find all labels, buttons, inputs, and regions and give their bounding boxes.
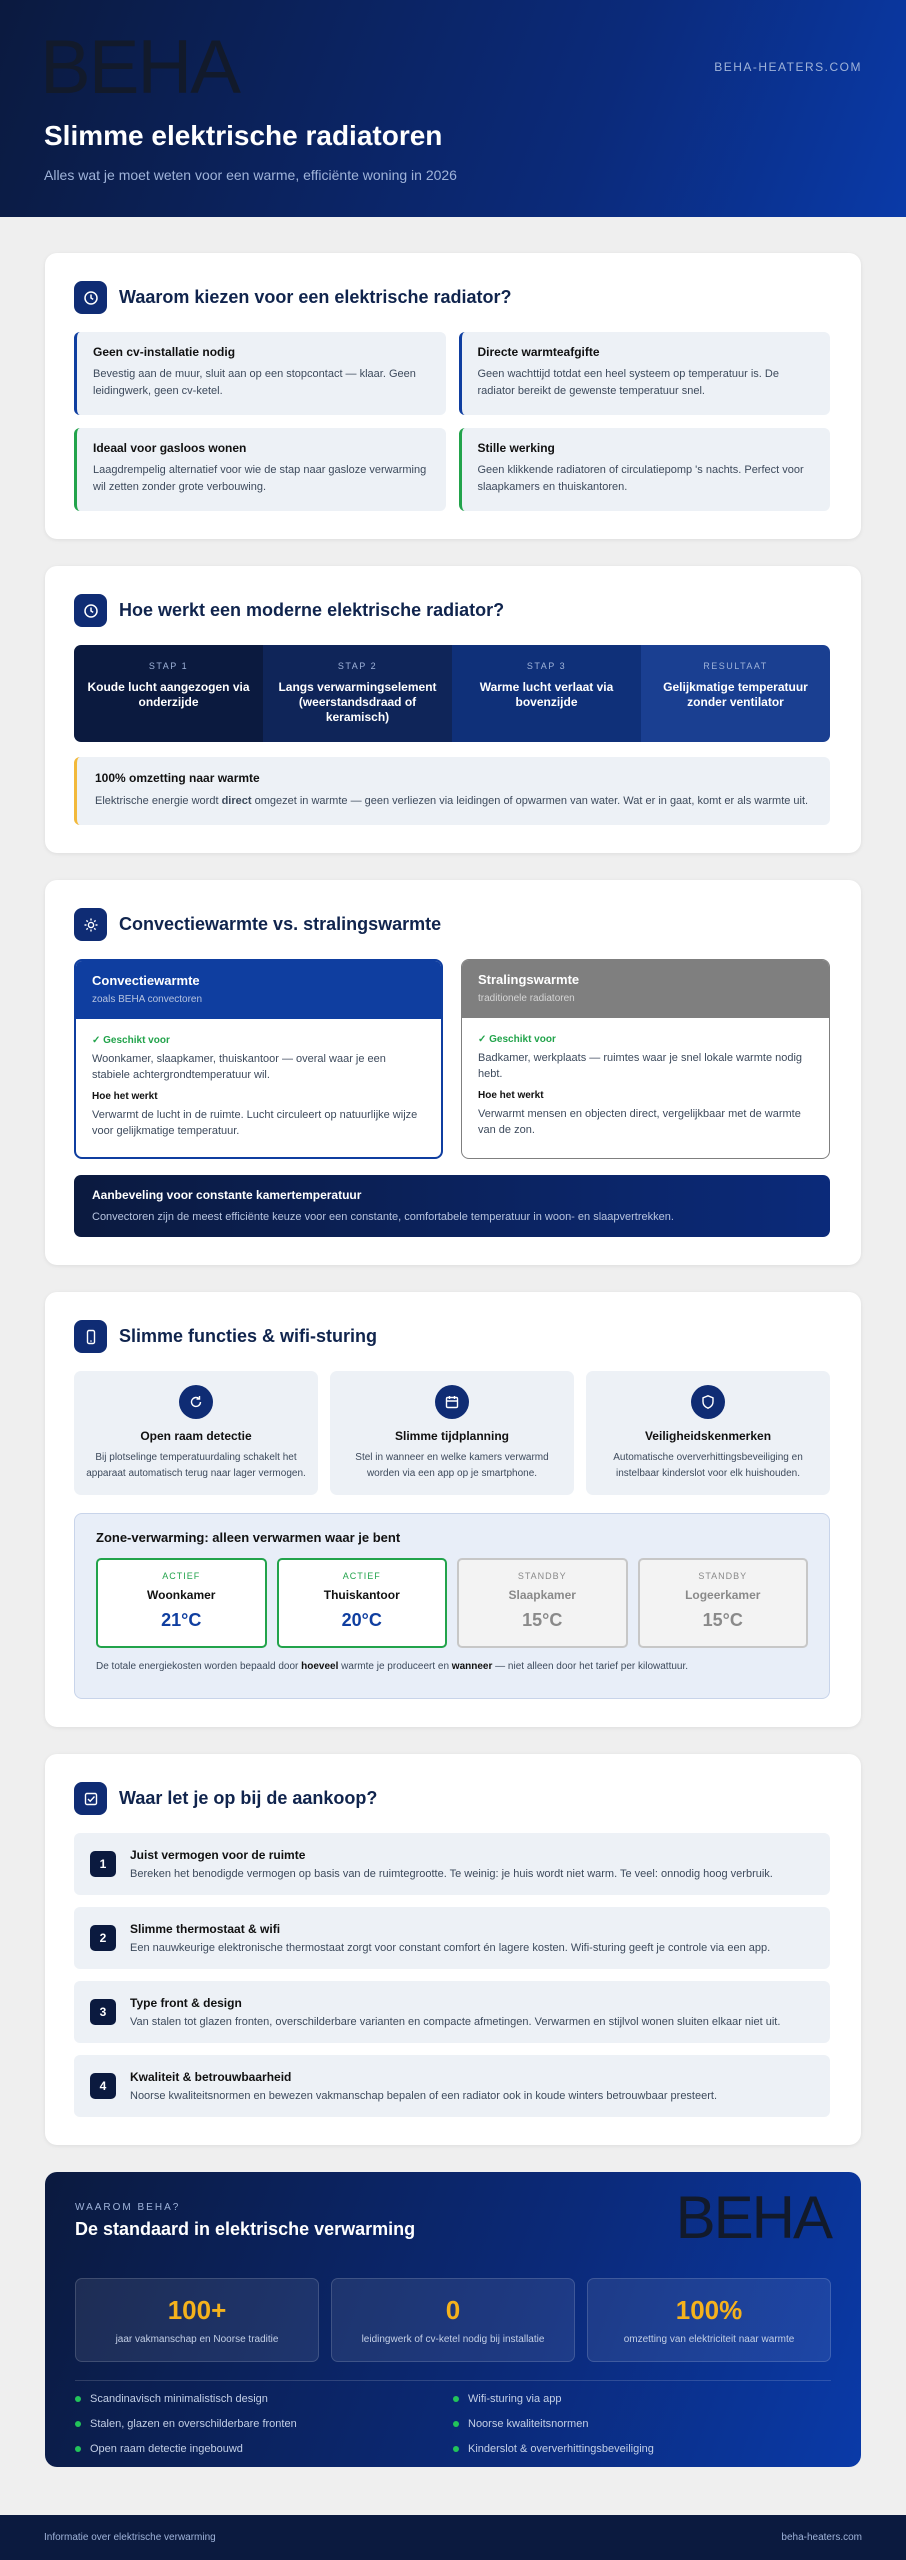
room-temp: 15°C [702, 1610, 743, 1630]
stat-value: 100% [675, 2295, 743, 2325]
how-label: Hoe het werkt [92, 1091, 158, 1102]
bullet-dot-icon [453, 2446, 459, 2452]
item-desc: Van stalen tot glazen fronten, overschilderbare varianten en compacte afmetingen. Verwarmen en stijlvol wonen sluiten elkaar niet uit. [130, 2016, 781, 2028]
item-number: 4 [90, 2073, 116, 2099]
step-3 [452, 645, 641, 742]
benefit-list [75, 2380, 831, 2455]
benefit-item: Open raam detectie ingebouwd [75, 2443, 453, 2455]
smart-feature-title: Open raam detectie [140, 1429, 252, 1443]
recommendation-banner [74, 1175, 830, 1237]
room-temp: 15°C [522, 1610, 563, 1630]
smart-feature-card [74, 1371, 318, 1495]
sun-icon [74, 908, 107, 941]
benefit-item: Noorse kwaliteitsnormen [453, 2418, 831, 2430]
feature-card [459, 428, 831, 511]
beha-logo: BEHA [40, 25, 239, 110]
room-temp: 20°C [341, 1610, 382, 1630]
convection-card [74, 959, 443, 1159]
step-text: Gelijkmatige temperatuur zonder ventilator [663, 680, 808, 709]
how-text: Verwarmt mensen en objecten direct, vergelijkbaar met de warmte van de zon. [478, 1108, 801, 1136]
zone-heating-panel [74, 1513, 830, 1699]
feature-title: Directe warmteafgifte [477, 345, 600, 359]
room-name: Thuiskantoor [323, 1588, 400, 1602]
checkbox-icon [74, 1782, 107, 1815]
how-text: Verwarmt de lucht in de ruimte. Lucht circuleert op natuurlijke wijze voor gelijkmatige temperatuur. [92, 1109, 418, 1137]
item-title: Type front & design [130, 1996, 242, 2010]
step-label: STAP 1 [148, 661, 189, 671]
smart-feature-desc: Stel in wanneer en welke kamers verwarmd worden via een app op je smartphone. [355, 1452, 549, 1479]
smart-feature-card [330, 1371, 574, 1495]
feature-desc: Geen klikkende radiatoren of circulatiepomp 's nachts. Perfect voor slaapkamers en thuiskantoren. [477, 464, 804, 493]
room-name: Slaapkamer [508, 1588, 576, 1602]
how-it-works-section [45, 566, 861, 853]
step-text: Koude lucht aangezogen via onderzijde [87, 680, 250, 709]
list-item [74, 1833, 830, 1895]
item-title: Slimme thermostaat & wifi [130, 1922, 281, 1936]
step-text: Langs verwarmingselement (weerstandsdraad of keramisch) [278, 680, 437, 724]
room-name: Woonkamer [147, 1588, 216, 1602]
smart-feature-card [586, 1371, 830, 1495]
room-status: STANDBY [517, 1571, 567, 1581]
stat-label: leidingwerk of cv-ketel nodig bij installatie [361, 2334, 545, 2345]
suitable-label: ✓ Geschikt voor [92, 1035, 170, 1046]
radiation-card [461, 959, 830, 1159]
item-title: Juist vermogen voor de ruimte [130, 1848, 306, 1862]
smart-feature-desc: Bij plotselinge temperatuurdaling schakelt het apparaat automatisch terug naar lager vermogen. [86, 1452, 306, 1479]
heat-type-section [45, 880, 861, 1265]
room-status: ACTIEF [342, 1571, 381, 1581]
shield-icon [691, 1385, 725, 1419]
process-steps [74, 645, 830, 742]
section-title: Waarom kiezen voor een elektrische radiator? [119, 287, 512, 307]
smart-feature-title: Veiligheidskenmerken [644, 1429, 772, 1443]
suitable-text: Woonkamer, slaapkamer, thuiskantoor — overal waar je een stabiele achtergrondtemperatuur wil. [92, 1053, 386, 1081]
item-title: Kwaliteit & betrouwbaarheid [130, 2070, 292, 2084]
list-item [74, 1907, 830, 1969]
stat-label: jaar vakmanschap en Noorse traditie [115, 2334, 279, 2345]
feature-title: Geen cv-installatie nodig [93, 345, 236, 359]
why-title: De standaard in elektrische verwarming [75, 2219, 416, 2239]
section-title: Convectiewarmte vs. stralingswarmte [119, 914, 442, 934]
note-text: Elektrische energie wordt direct omgezet in warmte — geen verliezen via leidingen of opwarmen van water. Wat er in gaat, komt er als warmte uit. [95, 795, 809, 807]
stat-card [587, 2278, 831, 2362]
clock-icon [74, 281, 107, 314]
feature-desc: Laagdrempelig alternatief voor wie de stap naar gasloze verwarming wil zetten zonder grote verbouwing. [93, 464, 427, 493]
section-title: Slimme functies & wifi-sturing [119, 1326, 378, 1346]
item-number: 1 [90, 1851, 116, 1877]
suitable-text: Badkamer, werkplaats — ruimtes waar je snel lokale warmte nodig hebt. [478, 1052, 803, 1080]
card-name: Stralingswarmte [478, 972, 580, 987]
benefit-item: Wifi-sturing via app [453, 2393, 831, 2405]
feature-card [74, 428, 446, 511]
page-footer [0, 2515, 906, 2560]
bullet-dot-icon [453, 2421, 459, 2427]
buying-guide-section [45, 1754, 861, 2145]
page-subtitle: Alles wat je moet weten voor een warme, efficiënte woning in 2026 [44, 167, 457, 183]
calendar-icon [435, 1385, 469, 1419]
section-title: Hoe werkt een moderne elektrische radiator? [119, 600, 505, 620]
feature-title: Ideaal voor gasloos wonen [93, 441, 247, 455]
feature-title: Stille werking [477, 441, 555, 455]
item-desc: Noorse kwaliteitsnormen en bewezen vakmanschap bepalen of een radiator ook in koude winters betrouwbaar presteert. [130, 2090, 718, 2102]
item-desc: Een nauwkeurige elektronische thermostaat zorgt voor constant comfort én lagere kosten. Wifi-sturing geeft je controle via een app. [130, 1942, 771, 1954]
smart-features-section [45, 1292, 861, 1727]
feature-desc: Geen wachttijd totdat een heel systeem op temperatuur is. De radiator bereikt de gewenste temperatuur snel. [477, 368, 779, 397]
step-label: STAP 3 [526, 661, 567, 671]
note-title: 100% omzetting naar warmte [95, 771, 260, 785]
list-item [74, 1981, 830, 2043]
footer-text: Informatie over elektrische verwarming [44, 2532, 216, 2543]
room-name: Logeerkamer [685, 1588, 761, 1602]
why-electric-section [45, 253, 861, 539]
refresh-icon [179, 1385, 213, 1419]
recommendation-title: Aanbeveling voor constante kamertemperatuur [92, 1188, 362, 1202]
bullet-dot-icon [75, 2446, 81, 2452]
suitable-label: ✓ Geschikt voor [478, 1034, 556, 1045]
why-beha-panel [45, 2172, 861, 2467]
stat-card [75, 2278, 319, 2362]
feature-desc: Bevestig aan de muur, sluit aan op een stopcontact — klaar. Geen leidingwerk, geen cv-ketel. [93, 368, 416, 397]
zone-footnote: De totale energiekosten worden bepaald door hoeveel warmte je produceert en wanneer — niet alleen door het tarief per kilowattuur. [96, 1661, 689, 1672]
room-tile[interactable] [457, 1558, 628, 1648]
step-2 [263, 645, 452, 742]
page-title: Slimme elektrische radiatoren [44, 120, 443, 151]
room-tile[interactable] [277, 1558, 448, 1648]
item-number: 3 [90, 1999, 116, 2025]
benefit-item: Stalen, glazen en overschilderbare fronten [75, 2418, 453, 2430]
step-label: RESULTAAT [703, 661, 768, 671]
bullet-dot-icon [75, 2421, 81, 2427]
stat-value: 0 [445, 2295, 461, 2325]
section-title: Waar let je op bij de aankoop? [119, 1788, 378, 1808]
feature-card [74, 332, 446, 415]
bullet-dot-icon [75, 2396, 81, 2402]
stat-value: 100+ [167, 2295, 227, 2325]
main-content [0, 217, 906, 2467]
room-tile[interactable] [96, 1558, 267, 1648]
beha-logo: BEHA [675, 2184, 831, 2251]
efficiency-note [74, 757, 830, 825]
bullet-dot-icon [453, 2396, 459, 2402]
site-link[interactable]: BEHA-HEATERS.COM [714, 60, 862, 74]
room-status: ACTIEF [162, 1571, 201, 1581]
clock-icon [74, 594, 107, 627]
room-tile[interactable] [638, 1558, 809, 1648]
list-item [74, 2055, 830, 2117]
item-desc: Bereken het benodigde vermogen op basis van de ruimtegrootte. Te weinig: je huis wordt niet warm. Te veel: onnodig hoog verbruik. [130, 1868, 773, 1880]
step-text: Warme lucht verlaat via bovenzijde [479, 680, 614, 709]
room-status: STANDBY [698, 1571, 748, 1581]
page-header [0, 0, 906, 217]
step-result [641, 645, 830, 742]
zone-title: Zone-verwarming: alleen verwarmen waar je bent [96, 1530, 401, 1545]
step-label: STAP 2 [337, 661, 378, 671]
footer-link[interactable]: beha-heaters.com [781, 2532, 862, 2543]
card-sub: traditionele radiatoren [478, 993, 575, 1004]
card-name: Convectiewarmte [92, 973, 200, 988]
stat-card [331, 2278, 575, 2362]
why-label: WAAROM BEHA? [75, 2202, 181, 2213]
card-sub: zoals BEHA convectoren [92, 994, 203, 1005]
how-label: Hoe het werkt [478, 1090, 544, 1101]
smart-feature-title: Slimme tijdplanning [394, 1429, 509, 1443]
stat-label: omzetting van elektriciteit naar warmte [623, 2334, 795, 2345]
feature-card [459, 332, 831, 415]
item-number: 2 [90, 1925, 116, 1951]
benefit-item: Kinderslot & oververhittingsbeveiliging [453, 2443, 831, 2455]
step-1 [74, 645, 263, 742]
room-temp: 21°C [161, 1610, 202, 1630]
recommendation-text: Convectoren zijn de meest efficiënte keuze voor een constante, comfortabele temperatuur in woon- en slaapvertrekken. [92, 1211, 674, 1223]
smartphone-icon [74, 1320, 107, 1353]
benefit-item: Scandinavisch minimalistisch design [75, 2393, 453, 2405]
smart-feature-desc: Automatische oververhittingsbeveiliging en instelbaar kinderslot voor elk huishouden. [613, 1452, 803, 1479]
